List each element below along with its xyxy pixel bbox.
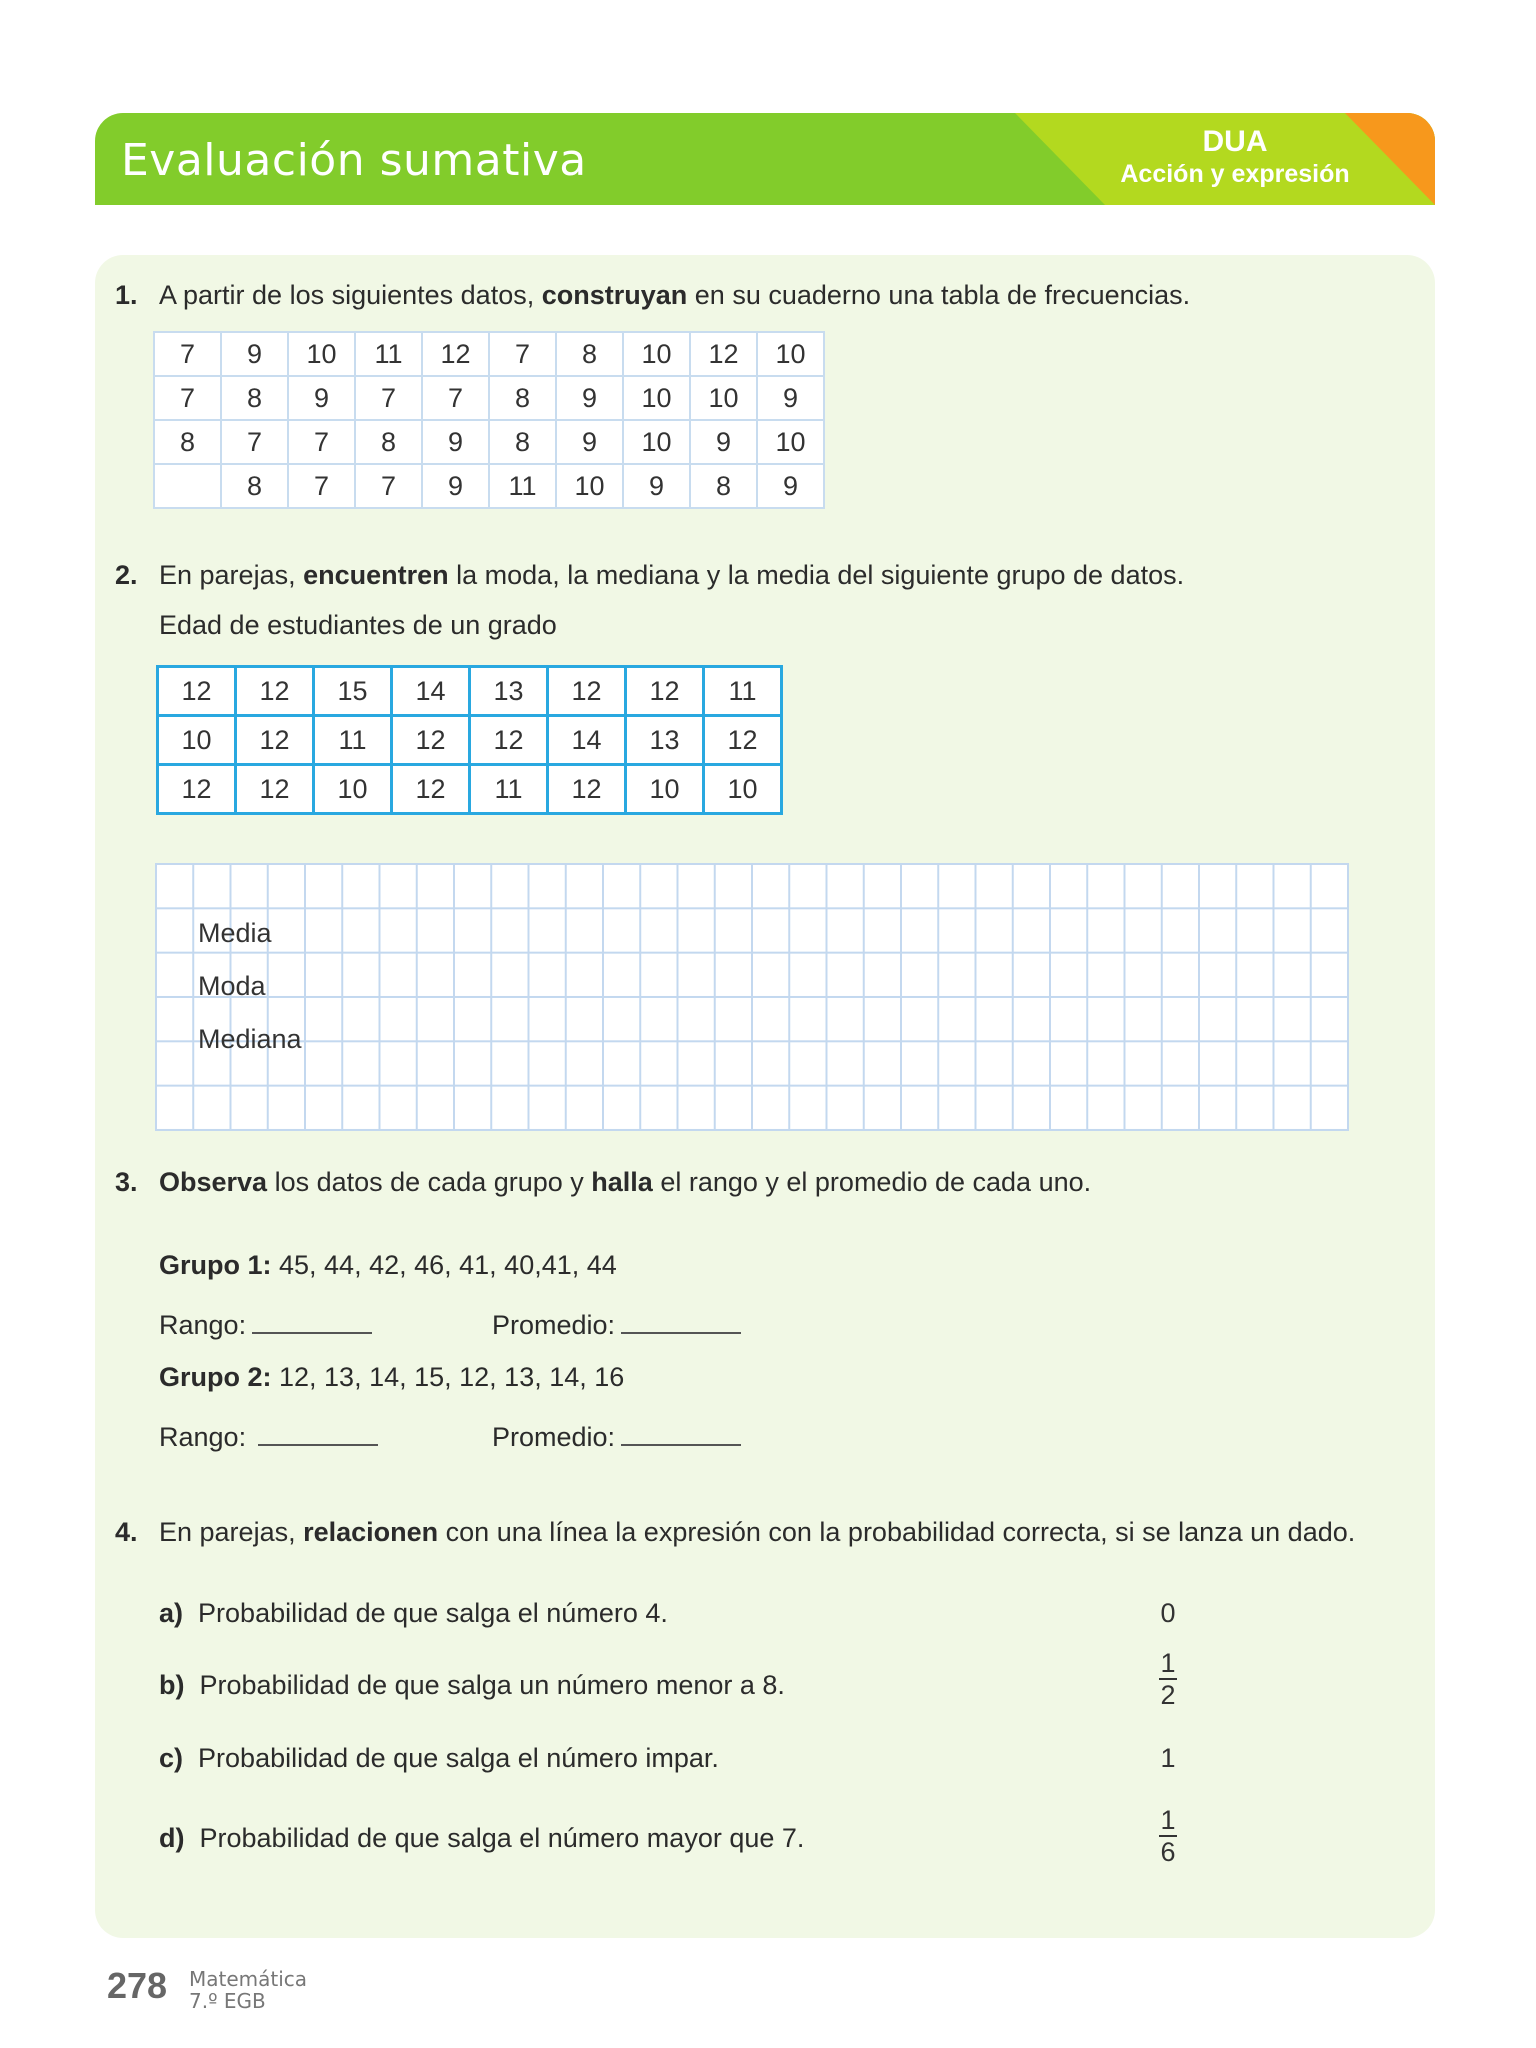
page-number: 278	[107, 1965, 168, 2006]
group-1-rango	[159, 1310, 372, 1341]
question-number: 4.	[115, 1517, 138, 1547]
table-cell: 12	[236, 716, 314, 765]
dua-subtitle: Acción y expresión	[1120, 160, 1350, 188]
question-text: con una línea la expresión con la probabilidad correcta, si se lanza un dado.	[438, 1517, 1356, 1547]
table-cell: 7	[422, 376, 489, 420]
answer-value: 0	[1160, 1598, 1176, 1628]
table-cell: 7	[154, 332, 221, 376]
table-cell: 9	[221, 332, 288, 376]
question-number: 1.	[115, 280, 138, 310]
group-values: 12, 13, 14, 15, 12, 13, 14, 16	[271, 1362, 625, 1392]
grid-label-mediana: Mediana	[198, 1024, 302, 1054]
item-letter: d)	[159, 1823, 185, 1853]
promedio-label: Promedio:	[492, 1422, 616, 1452]
rango-label: Rango:	[159, 1422, 247, 1452]
grid-label-moda: Moda	[198, 971, 266, 1001]
probability-item-d	[159, 1823, 804, 1854]
item-text: Probabilidad de que salga el número mayor que 7.	[199, 1823, 805, 1853]
table-cell: 8	[489, 376, 556, 420]
grade-label: 7.º EGB	[189, 1989, 266, 2013]
table-cell: 7	[355, 464, 422, 508]
table-cell: 12	[392, 765, 470, 814]
table-cell: 11	[355, 332, 422, 376]
table-cell: 14	[548, 716, 626, 765]
group-2-promedio	[492, 1422, 741, 1453]
group-label: Grupo 2:	[159, 1362, 272, 1392]
table-cell: 9	[288, 376, 355, 420]
frequency-data-table	[153, 331, 825, 509]
denominator: 6	[1160, 1837, 1176, 1867]
item-text: Probabilidad de que salga un número menor a 8.	[199, 1670, 785, 1700]
table-cell: 7	[154, 376, 221, 420]
subject-name: Matemática	[189, 1967, 308, 1991]
question-verb: halla	[591, 1167, 653, 1197]
dua-badge	[1115, 125, 1355, 189]
question-1	[115, 280, 1190, 311]
question-verb: Observa	[159, 1167, 268, 1197]
group-2-rango	[159, 1422, 378, 1453]
question-verb: encuentren	[303, 560, 449, 590]
promedio-answer-line[interactable]	[621, 1331, 741, 1334]
table-caption: Edad de estudiantes de un grado	[159, 610, 557, 640]
table-cell: 9	[556, 376, 623, 420]
rango-label: Rango:	[159, 1310, 247, 1340]
table-cell: 7	[288, 420, 355, 464]
table-cell: 10	[556, 464, 623, 508]
table-cell: 11	[489, 464, 556, 508]
table-cell: 10	[757, 420, 824, 464]
item-letter: b)	[159, 1670, 185, 1700]
question-2	[115, 560, 1184, 591]
question-text: A partir de los siguientes datos,	[159, 280, 542, 310]
table-cell: 10	[623, 376, 690, 420]
table-cell: 13	[626, 716, 704, 765]
answer-one-half[interactable]	[1148, 1650, 1188, 1708]
question-text: el rango y el promedio de cada uno.	[652, 1167, 1092, 1197]
answer-one-sixth[interactable]	[1148, 1807, 1188, 1865]
table-cell: 7	[221, 420, 288, 464]
question-text: la moda, la mediana y la media del siguiente grupo de datos.	[448, 560, 1185, 590]
table-cell: 9	[757, 376, 824, 420]
table-row	[158, 667, 782, 716]
group-2-data	[159, 1362, 624, 1393]
denominator: 2	[1160, 1680, 1176, 1710]
table-cell: 12	[470, 716, 548, 765]
table-cell: 7	[355, 376, 422, 420]
table-cell: 12	[626, 667, 704, 716]
probability-item-a	[159, 1598, 668, 1629]
table-cell: 12	[236, 765, 314, 814]
promedio-label: Promedio:	[492, 1310, 616, 1340]
item-letter: c)	[159, 1743, 184, 1773]
question-verb: relacionen	[303, 1517, 439, 1547]
group-1-promedio	[492, 1310, 741, 1341]
question-3	[115, 1167, 1091, 1198]
numerator: 1	[1160, 1805, 1176, 1835]
table-cell: 13	[470, 667, 548, 716]
page-title: Evaluación sumativa	[121, 135, 587, 186]
rango-answer-line[interactable]	[258, 1443, 378, 1446]
header-banner	[95, 113, 1435, 205]
table-cell: 12	[704, 716, 782, 765]
table-cell: 9	[422, 420, 489, 464]
probability-item-c	[159, 1743, 719, 1774]
question-text: los datos de cada grupo y	[267, 1167, 592, 1197]
content-panel	[95, 255, 1435, 1938]
table-cell: 12	[548, 667, 626, 716]
table-cell: 10	[626, 765, 704, 814]
table-cell: 10	[623, 420, 690, 464]
table-row	[158, 765, 782, 814]
table-cell: 9	[690, 420, 757, 464]
question-number: 3.	[115, 1167, 138, 1197]
table-cell: 9	[556, 420, 623, 464]
table-cell: 8	[690, 464, 757, 508]
table-cell: 10	[757, 332, 824, 376]
table-cell	[154, 464, 221, 508]
table-cell: 8	[556, 332, 623, 376]
question-4	[115, 1517, 1355, 1548]
table-cell: 8	[221, 464, 288, 508]
rango-answer-line[interactable]	[252, 1331, 372, 1334]
table-row	[154, 464, 824, 508]
promedio-answer-line[interactable]	[621, 1443, 741, 1446]
table-cell: 10	[288, 332, 355, 376]
question-text: En parejas,	[159, 1517, 304, 1547]
table-cell: 9	[757, 464, 824, 508]
table-cell: 10	[704, 765, 782, 814]
table-cell: 12	[392, 716, 470, 765]
grid-label-media: Media	[198, 918, 272, 948]
table-row	[154, 376, 824, 420]
table-cell: 11	[470, 765, 548, 814]
table-row	[154, 420, 824, 464]
group-values: 45, 44, 42, 46, 41, 40,41, 44	[271, 1250, 617, 1280]
table-cell: 8	[355, 420, 422, 464]
answer-grid[interactable]	[155, 863, 1349, 1131]
table-row	[154, 332, 824, 376]
footer-subject	[189, 1968, 307, 2012]
numerator: 1	[1160, 1648, 1176, 1678]
table-cell: 14	[392, 667, 470, 716]
table-cell: 10	[314, 765, 392, 814]
answer-one[interactable]	[1148, 1743, 1188, 1774]
table-cell: 8	[154, 420, 221, 464]
table-cell: 11	[314, 716, 392, 765]
table-cell: 7	[489, 332, 556, 376]
probability-item-b	[159, 1670, 785, 1701]
table-cell: 15	[314, 667, 392, 716]
question-text: En parejas,	[159, 560, 304, 590]
table-cell: 11	[704, 667, 782, 716]
question-text: en su cuaderno una tabla de frecuencias.	[687, 280, 1191, 310]
table-cell: 10	[158, 716, 236, 765]
table-row	[158, 716, 782, 765]
question-number: 2.	[115, 560, 138, 590]
table-cell: 10	[623, 332, 690, 376]
table-cell: 10	[690, 376, 757, 420]
table-cell: 12	[236, 667, 314, 716]
group-label: Grupo 1:	[159, 1250, 272, 1280]
table-cell: 9	[623, 464, 690, 508]
table-cell: 8	[221, 376, 288, 420]
question-verb: construyan	[541, 280, 688, 310]
answer-zero[interactable]	[1148, 1598, 1188, 1629]
item-letter: a)	[159, 1598, 184, 1628]
table-cell: 12	[422, 332, 489, 376]
table-cell: 12	[548, 765, 626, 814]
table-cell: 12	[158, 765, 236, 814]
table-cell: 8	[489, 420, 556, 464]
table-cell: 12	[690, 332, 757, 376]
table-cell: 7	[288, 464, 355, 508]
table-cell: 9	[422, 464, 489, 508]
answer-value: 1	[1160, 1743, 1176, 1773]
table-cell: 12	[158, 667, 236, 716]
item-text: Probabilidad de que salga el número 4.	[198, 1598, 668, 1628]
ages-table	[156, 665, 783, 815]
item-text: Probabilidad de que salga el número impar.	[198, 1743, 719, 1773]
group-1-data	[159, 1250, 617, 1281]
dua-title: DUA	[1202, 125, 1268, 158]
